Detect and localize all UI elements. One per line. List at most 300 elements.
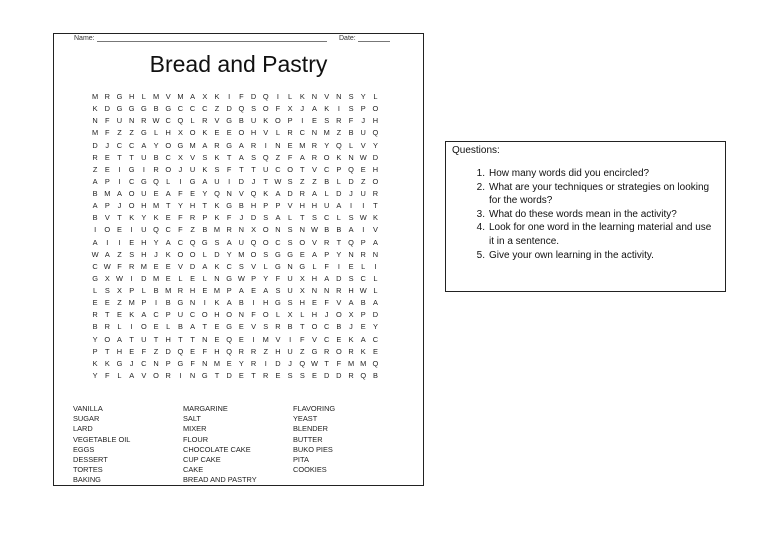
grid-letter[interactable]: O xyxy=(372,104,379,114)
grid-letter[interactable]: V xyxy=(336,298,342,308)
grid-letter[interactable]: F xyxy=(275,273,281,283)
grid-letter[interactable]: D xyxy=(336,189,342,198)
grid-letter[interactable]: C xyxy=(323,213,330,223)
grid-letter[interactable]: O xyxy=(262,104,269,114)
grid-letter[interactable]: A xyxy=(336,201,342,211)
grid-letter[interactable]: K xyxy=(92,104,98,114)
grid-letter[interactable]: Y xyxy=(360,92,366,101)
grid-letter[interactable]: R xyxy=(336,116,342,126)
grid-letter[interactable]: E xyxy=(238,322,244,332)
grid-letter[interactable]: V xyxy=(263,128,269,138)
grid-letter[interactable]: E xyxy=(104,298,110,308)
grid-letter[interactable]: A xyxy=(165,189,171,198)
grid-letter[interactable]: E xyxy=(153,261,159,271)
grid-letter[interactable]: G xyxy=(299,261,306,271)
grid-letter[interactable]: O xyxy=(238,128,245,138)
grid-letter[interactable]: S xyxy=(238,261,244,271)
grid-letter[interactable]: R xyxy=(323,346,330,356)
grid-letter[interactable]: S xyxy=(324,116,330,126)
grid-letter[interactable]: E xyxy=(238,334,244,344)
grid-letter[interactable]: G xyxy=(140,104,147,114)
grid-letter[interactable]: W xyxy=(359,213,367,223)
grid-letter[interactable]: R xyxy=(214,140,220,150)
grid-letter[interactable]: L xyxy=(202,273,207,283)
grid-letter[interactable]: A xyxy=(202,140,208,150)
grid-letter[interactable]: O xyxy=(250,249,257,259)
grid-letter[interactable]: G xyxy=(311,346,318,356)
grid-letter[interactable]: V xyxy=(312,334,317,344)
grid-letter[interactable]: N xyxy=(287,261,293,271)
grid-letter[interactable]: A xyxy=(202,176,208,186)
grid-letter[interactable]: F xyxy=(275,104,281,114)
grid-letter[interactable]: N xyxy=(202,358,208,368)
grid-letter[interactable]: W xyxy=(310,225,318,235)
grid-letter[interactable]: Y xyxy=(141,213,147,223)
grid-letter[interactable]: Y xyxy=(324,140,330,150)
grid-letter[interactable]: C xyxy=(153,310,159,320)
grid-letter[interactable]: G xyxy=(92,273,98,283)
grid-letter[interactable]: A xyxy=(312,249,317,259)
grid-letter[interactable]: D xyxy=(165,346,171,356)
grid-letter[interactable]: A xyxy=(129,370,135,380)
grid-letter[interactable]: J xyxy=(349,322,353,332)
grid-letter[interactable]: J xyxy=(324,310,329,320)
grid-letter[interactable]: A xyxy=(190,92,196,101)
grid-letter[interactable]: P xyxy=(129,286,135,295)
grid-letter[interactable]: E xyxy=(360,164,366,174)
grid-letter[interactable]: F xyxy=(336,358,342,368)
grid-letter[interactable]: T xyxy=(165,201,171,211)
grid-letter[interactable]: R xyxy=(311,140,318,150)
grid-letter[interactable]: Z xyxy=(190,225,195,235)
grid-letter[interactable]: K xyxy=(214,201,220,211)
grid-letter[interactable]: R xyxy=(336,286,342,295)
grid-letter[interactable]: K xyxy=(372,213,378,223)
grid-letter[interactable]: L xyxy=(166,322,171,332)
grid-letter[interactable]: H xyxy=(311,273,318,283)
grid-letter[interactable]: I xyxy=(252,298,255,308)
grid-letter[interactable]: S xyxy=(263,249,269,259)
grid-letter[interactable]: P xyxy=(360,310,366,320)
grid-letter[interactable]: F xyxy=(324,261,329,271)
grid-letter[interactable]: R xyxy=(104,322,110,332)
grid-letter[interactable]: O xyxy=(128,189,135,198)
grid-letter[interactable]: J xyxy=(105,140,110,150)
grid-letter[interactable]: Q xyxy=(177,116,184,126)
grid-letter[interactable]: O xyxy=(104,225,111,235)
grid-letter[interactable]: E xyxy=(190,346,196,356)
grid-letter[interactable]: G xyxy=(226,273,233,283)
grid-letter[interactable]: C xyxy=(116,140,123,150)
grid-letter[interactable]: A xyxy=(92,176,98,186)
grid-letter[interactable]: N xyxy=(189,370,196,380)
grid-letter[interactable]: F xyxy=(324,298,329,308)
grid-letter[interactable]: A xyxy=(226,237,232,247)
grid-letter[interactable]: E xyxy=(336,334,342,344)
grid-letter[interactable]: K xyxy=(153,213,159,223)
grid-letter[interactable]: E xyxy=(348,261,354,271)
grid-letter[interactable]: V xyxy=(360,140,366,150)
grid-letter[interactable]: A xyxy=(117,189,122,198)
grid-letter[interactable]: L xyxy=(336,176,341,186)
grid-letter[interactable]: T xyxy=(226,152,232,162)
grid-letter[interactable]: Z xyxy=(263,346,268,356)
grid-letter[interactable]: A xyxy=(104,249,110,259)
grid-letter[interactable]: C xyxy=(323,164,330,174)
grid-letter[interactable]: L xyxy=(275,128,280,138)
grid-letter[interactable]: B xyxy=(153,152,159,162)
grid-letter[interactable]: E xyxy=(202,286,208,295)
grid-letter[interactable]: R xyxy=(250,140,257,150)
grid-letter[interactable]: I xyxy=(142,164,145,174)
grid-letter[interactable]: K xyxy=(165,249,171,259)
grid-letter[interactable]: X xyxy=(348,310,354,320)
grid-letter[interactable]: O xyxy=(189,249,196,259)
grid-letter[interactable]: F xyxy=(226,213,232,223)
grid-letter[interactable]: Y xyxy=(92,334,98,344)
grid-letter[interactable]: T xyxy=(336,237,342,247)
grid-letter[interactable]: R xyxy=(348,370,354,380)
grid-letter[interactable]: D xyxy=(372,310,379,320)
grid-letter[interactable]: O xyxy=(104,334,111,344)
grid-letter[interactable]: E xyxy=(165,273,171,283)
grid-letter[interactable]: X xyxy=(202,92,208,101)
grid-letter[interactable]: H xyxy=(250,128,257,138)
grid-letter[interactable]: I xyxy=(252,334,255,344)
grid-letter[interactable]: H xyxy=(299,298,305,308)
grid-letter[interactable]: T xyxy=(202,201,208,211)
grid-letter[interactable]: E xyxy=(251,286,256,295)
grid-letter[interactable]: K xyxy=(263,116,269,126)
grid-letter[interactable]: D xyxy=(141,273,147,283)
grid-letter[interactable]: R xyxy=(104,92,110,101)
grid-letter[interactable]: P xyxy=(226,286,232,295)
grid-letter[interactable]: L xyxy=(263,261,268,271)
grid-letter[interactable]: G xyxy=(275,261,281,271)
grid-letter[interactable]: U xyxy=(287,286,293,295)
grid-letter[interactable]: B xyxy=(324,225,330,235)
grid-letter[interactable]: Q xyxy=(250,189,257,198)
grid-letter[interactable]: K xyxy=(299,92,305,101)
grid-letter[interactable]: U xyxy=(141,334,147,344)
grid-letter[interactable]: N xyxy=(226,189,232,198)
grid-letter[interactable]: S xyxy=(287,370,293,380)
grid-letter[interactable]: G xyxy=(275,249,281,259)
grid-letter[interactable]: S xyxy=(312,213,317,223)
grid-letter[interactable]: L xyxy=(202,249,207,259)
grid-letter[interactable]: M xyxy=(262,334,269,344)
grid-letter[interactable]: H xyxy=(189,286,196,295)
grid-letter[interactable]: S xyxy=(287,237,293,247)
grid-letter[interactable]: L xyxy=(312,261,317,271)
grid-letter[interactable]: B xyxy=(165,298,171,308)
grid-letter[interactable]: V xyxy=(251,322,256,332)
grid-letter[interactable]: L xyxy=(373,273,378,283)
grid-letter[interactable]: N xyxy=(189,298,196,308)
grid-letter[interactable]: T xyxy=(300,322,305,332)
grid-letter[interactable]: L xyxy=(348,140,354,150)
grid-letter[interactable]: I xyxy=(264,358,267,368)
grid-letter[interactable]: E xyxy=(153,189,159,198)
grid-letter[interactable]: Q xyxy=(238,104,245,114)
grid-letter[interactable]: Q xyxy=(348,164,354,174)
grid-letter[interactable]: A xyxy=(275,213,281,223)
grid-letter[interactable]: F xyxy=(178,225,183,235)
grid-letter[interactable]: A xyxy=(299,152,305,162)
grid-letter[interactable]: H xyxy=(372,164,379,174)
grid-letter[interactable]: Z xyxy=(336,128,342,138)
grid-letter[interactable]: A xyxy=(324,273,330,283)
grid-letter[interactable]: M xyxy=(213,358,221,368)
grid-letter[interactable]: E xyxy=(275,370,281,380)
grid-letter[interactable]: V xyxy=(312,164,317,174)
grid-letter[interactable]: H xyxy=(263,298,269,308)
grid-letter[interactable]: O xyxy=(372,176,379,186)
grid-letter[interactable]: A xyxy=(348,298,354,308)
grid-letter[interactable]: V xyxy=(324,92,330,101)
grid-letter[interactable]: K xyxy=(336,152,342,162)
grid-letter[interactable]: Q xyxy=(226,346,233,356)
grid-letter[interactable]: B xyxy=(202,225,208,235)
grid-letter[interactable]: J xyxy=(117,201,122,211)
grid-letter[interactable]: G xyxy=(140,128,147,138)
grid-letter[interactable]: A xyxy=(238,152,244,162)
grid-letter[interactable]: C xyxy=(165,152,171,162)
grid-letter[interactable]: S xyxy=(263,213,269,223)
grid-letter[interactable]: E xyxy=(299,249,305,259)
grid-letter[interactable]: S xyxy=(202,152,208,162)
grid-letter[interactable]: E xyxy=(92,298,98,308)
grid-letter[interactable]: S xyxy=(287,225,293,235)
grid-letter[interactable]: Q xyxy=(250,237,257,247)
grid-letter[interactable]: F xyxy=(141,346,147,356)
grid-letter[interactable]: R xyxy=(189,213,196,223)
grid-letter[interactable]: O xyxy=(335,310,342,320)
grid-letter[interactable]: T xyxy=(190,334,195,344)
grid-letter[interactable]: V xyxy=(141,370,147,380)
grid-letter[interactable]: E xyxy=(214,334,220,344)
grid-letter[interactable]: D xyxy=(287,189,293,198)
grid-letter[interactable]: J xyxy=(288,358,292,368)
grid-letter[interactable]: T xyxy=(105,346,110,356)
grid-letter[interactable]: I xyxy=(179,176,182,186)
grid-letter[interactable]: C xyxy=(177,104,184,114)
grid-letter[interactable]: I xyxy=(362,225,365,235)
grid-letter[interactable]: I xyxy=(362,201,365,211)
grid-letter[interactable]: J xyxy=(361,116,366,126)
grid-letter[interactable]: S xyxy=(287,176,293,186)
grid-letter[interactable]: O xyxy=(299,237,306,247)
grid-letter[interactable]: G xyxy=(226,116,233,126)
grid-letter[interactable]: A xyxy=(238,286,244,295)
grid-letter[interactable]: H xyxy=(372,116,379,126)
grid-letter[interactable]: G xyxy=(177,140,184,150)
grid-letter[interactable]: B xyxy=(360,298,366,308)
grid-letter[interactable]: V xyxy=(287,201,293,211)
grid-letter[interactable]: C xyxy=(299,128,305,138)
grid-letter[interactable]: F xyxy=(287,152,293,162)
grid-letter[interactable]: D xyxy=(336,273,342,283)
grid-letter[interactable]: D xyxy=(250,213,257,223)
grid-letter[interactable]: F xyxy=(348,116,354,126)
grid-letter[interactable]: U xyxy=(189,164,196,174)
grid-letter[interactable]: R xyxy=(275,322,281,332)
grid-letter[interactable]: J xyxy=(251,176,256,186)
grid-letter[interactable]: J xyxy=(349,189,353,198)
grid-letter[interactable]: L xyxy=(178,273,183,283)
grid-letter[interactable]: R xyxy=(311,152,318,162)
grid-letter[interactable]: M xyxy=(177,92,184,101)
grid-letter[interactable]: D xyxy=(275,358,281,368)
grid-letter[interactable]: P xyxy=(360,237,366,247)
grid-letter[interactable]: X xyxy=(177,128,183,138)
grid-letter[interactable]: C xyxy=(275,164,281,174)
grid-letter[interactable]: M xyxy=(128,298,135,308)
grid-letter[interactable]: N xyxy=(311,92,318,101)
grid-letter[interactable]: H xyxy=(165,334,171,344)
grid-letter[interactable]: Q xyxy=(335,140,342,150)
grid-letter[interactable]: S xyxy=(287,298,293,308)
grid-letter[interactable]: X xyxy=(299,273,305,283)
grid-letter[interactable]: N xyxy=(372,249,379,259)
grid-letter[interactable]: L xyxy=(324,189,329,198)
grid-letter[interactable]: B xyxy=(372,370,378,380)
grid-letter[interactable]: L xyxy=(373,92,378,101)
grid-letter[interactable]: Q xyxy=(372,358,379,368)
grid-letter[interactable]: L xyxy=(288,92,293,101)
grid-letter[interactable]: L xyxy=(300,310,305,320)
grid-letter[interactable]: E xyxy=(360,322,366,332)
grid-letter[interactable]: Q xyxy=(214,189,220,198)
grid-letter[interactable]: D xyxy=(348,176,354,186)
grid-letter[interactable]: G xyxy=(275,298,281,308)
grid-letter[interactable]: C xyxy=(323,334,330,344)
grid-letter[interactable]: I xyxy=(350,201,353,211)
grid-letter[interactable]: H xyxy=(128,92,135,101)
grid-letter[interactable]: F xyxy=(202,346,208,356)
grid-letter[interactable]: O xyxy=(177,249,184,259)
grid-letter[interactable]: F xyxy=(251,310,256,320)
grid-letter[interactable]: I xyxy=(155,298,158,308)
grid-letter[interactable]: N xyxy=(311,286,318,295)
grid-letter[interactable]: C xyxy=(177,237,184,247)
grid-letter[interactable]: Y xyxy=(238,358,244,368)
grid-letter[interactable]: P xyxy=(202,213,208,223)
grid-letter[interactable]: Y xyxy=(226,249,232,259)
grid-letter[interactable]: A xyxy=(348,225,354,235)
grid-letter[interactable]: B xyxy=(153,286,159,295)
grid-letter[interactable]: M xyxy=(323,128,330,138)
grid-letter[interactable]: P xyxy=(324,249,330,259)
grid-letter[interactable]: O xyxy=(323,152,330,162)
grid-letter[interactable]: I xyxy=(337,261,340,271)
grid-letter[interactable]: H xyxy=(165,128,171,138)
grid-letter[interactable]: F xyxy=(105,128,110,138)
grid-letter[interactable]: L xyxy=(373,286,378,295)
grid-letter[interactable]: L xyxy=(336,213,341,223)
grid-letter[interactable]: C xyxy=(165,225,171,235)
grid-letter[interactable]: P xyxy=(165,310,171,320)
grid-letter[interactable]: M xyxy=(152,92,160,101)
grid-letter[interactable]: R xyxy=(177,286,184,295)
grid-letter[interactable]: Y xyxy=(372,322,378,332)
grid-letter[interactable]: O xyxy=(287,164,293,174)
grid-letter[interactable]: T xyxy=(153,334,159,344)
grid-letter[interactable]: U xyxy=(214,176,220,186)
grid-letter[interactable]: R xyxy=(141,116,147,126)
grid-letter[interactable]: L xyxy=(141,286,146,295)
grid-letter[interactable]: B xyxy=(238,298,244,308)
grid-letter[interactable]: H xyxy=(311,201,318,211)
grid-letter[interactable]: L xyxy=(361,261,366,271)
grid-letter[interactable]: C xyxy=(189,104,196,114)
grid-letter[interactable]: H xyxy=(116,346,123,356)
grid-letter[interactable]: E xyxy=(117,310,122,320)
grid-letter[interactable]: N xyxy=(153,358,159,368)
grid-letter[interactable]: N xyxy=(202,334,208,344)
grid-letter[interactable]: A xyxy=(372,298,378,308)
grid-letter[interactable]: G xyxy=(116,358,123,368)
grid-letter[interactable]: S xyxy=(214,237,220,247)
grid-letter[interactable]: E xyxy=(165,261,171,271)
grid-letter[interactable]: Q xyxy=(360,370,367,380)
grid-letter[interactable]: N xyxy=(92,116,98,126)
grid-letter[interactable]: Y xyxy=(153,237,159,247)
grid-letter[interactable]: S xyxy=(348,92,354,101)
grid-letter[interactable]: U xyxy=(323,201,330,211)
grid-letter[interactable]: U xyxy=(250,116,257,126)
grid-letter[interactable]: S xyxy=(299,370,305,380)
grid-letter[interactable]: S xyxy=(104,286,110,295)
grid-letter[interactable]: A xyxy=(263,286,269,295)
grid-letter[interactable]: D xyxy=(104,104,110,114)
grid-letter[interactable]: T xyxy=(105,310,110,320)
grid-letter[interactable]: T xyxy=(300,213,305,223)
grid-letter[interactable]: V xyxy=(190,152,196,162)
grid-letter[interactable]: X xyxy=(104,273,110,283)
grid-letter[interactable]: B xyxy=(92,213,98,223)
grid-letter[interactable]: K xyxy=(104,358,110,368)
grid-letter[interactable]: S xyxy=(251,152,256,162)
grid-letter[interactable]: W xyxy=(152,116,160,126)
grid-letter[interactable]: U xyxy=(141,225,147,235)
grid-letter[interactable]: G xyxy=(287,249,293,259)
grid-letter[interactable]: Q xyxy=(372,128,379,138)
grid-letter[interactable]: U xyxy=(141,189,147,198)
grid-letter[interactable]: P xyxy=(104,201,110,211)
grid-letter[interactable]: B xyxy=(153,104,159,114)
grid-letter[interactable]: A xyxy=(117,334,122,344)
grid-letter[interactable]: M xyxy=(238,249,245,259)
grid-letter[interactable]: S xyxy=(275,286,281,295)
grid-letter[interactable]: Q xyxy=(153,225,159,235)
grid-letter[interactable]: K xyxy=(214,261,220,271)
grid-letter[interactable]: G xyxy=(226,140,233,150)
grid-letter[interactable]: Z xyxy=(117,128,122,138)
grid-letter[interactable]: I xyxy=(289,334,292,344)
grid-letter[interactable]: W xyxy=(237,273,245,283)
grid-letter[interactable]: E xyxy=(372,346,378,356)
grid-letter[interactable]: E xyxy=(226,128,232,138)
grid-letter[interactable]: R xyxy=(250,358,257,368)
grid-letter[interactable]: Z xyxy=(312,176,317,186)
grid-letter[interactable]: U xyxy=(238,237,245,247)
grid-letter[interactable]: I xyxy=(276,92,279,101)
grid-letter[interactable]: T xyxy=(239,164,244,174)
grid-letter[interactable]: E xyxy=(104,164,110,174)
grid-letter[interactable]: E xyxy=(165,213,171,223)
grid-letter[interactable]: S xyxy=(129,249,135,259)
